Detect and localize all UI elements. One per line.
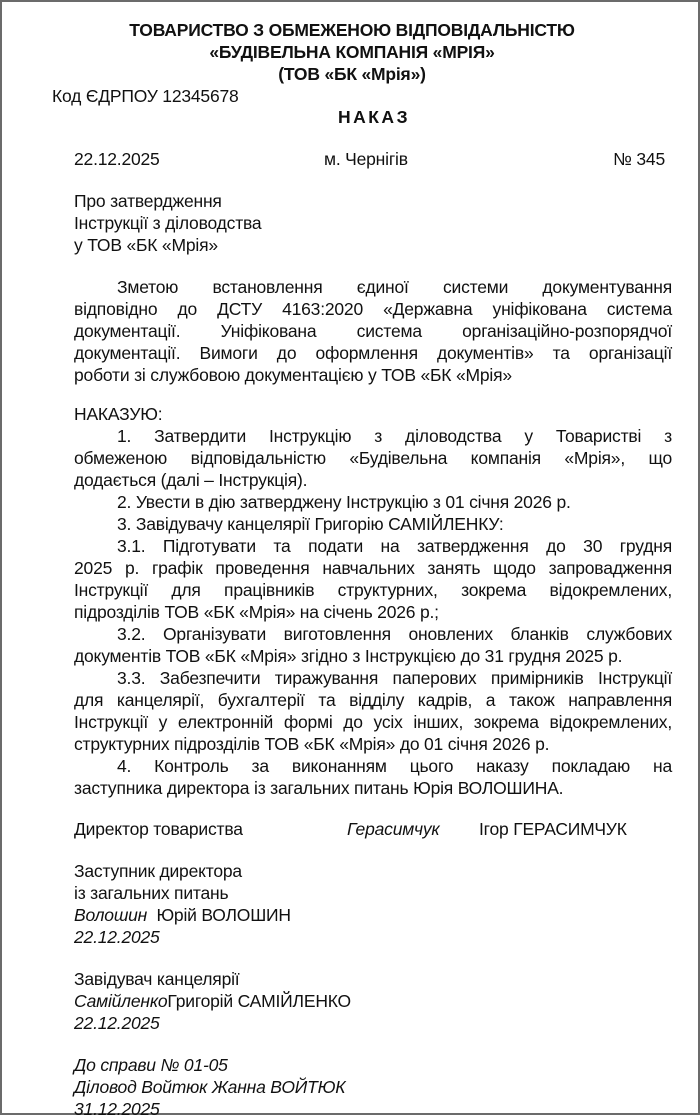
signer-position: Директор товариства xyxy=(74,819,243,839)
approval-date: 22.12.2025 xyxy=(74,1013,160,1033)
approval-date: 22.12.2025 xyxy=(74,927,160,947)
item-3-2-line: 3.2. Організувати виготовлення оновлених бланків службових xyxy=(117,624,672,644)
item-4-line: 4. Контроль за виконанням цього наказу покладаю на xyxy=(117,756,672,776)
signer-name: Ігор ГЕРАСИМЧУК xyxy=(479,819,627,839)
approval-signature: Волошин xyxy=(74,905,148,925)
item-1-line: додається (далі – Інструкція). xyxy=(74,470,308,490)
signer-signature: Герасимчук xyxy=(347,819,440,839)
item-1-line: 1. Затвердити Інструкцію з діловодства у Товаристві з xyxy=(117,426,672,446)
approval-sign-row xyxy=(74,991,351,1012)
subject-line: Про затвердження xyxy=(74,191,222,211)
item-3-2-line: документів ТОВ «БК «Мрія» згідно з Інструкцією до 31 грудня 2025 р. xyxy=(74,646,623,666)
item-3-1-line: підрозділів ТОВ «БК «Мрія» на січень 2026 р.; xyxy=(74,602,439,622)
preamble-line: відповідно до ДСТУ 4163:2020 «Державна уніфікована система xyxy=(74,299,672,319)
item-3-3-line: 3.3. Забезпечити тиражування паперових примірників Інструкції xyxy=(117,668,672,688)
preamble-line: документації. Уніфікована система організаційно-розпорядчої xyxy=(74,321,672,341)
org-name-line2: «БУДІВЕЛЬНА КОМПАНІЯ «МРІЯ» xyxy=(209,42,495,62)
order-word: НАКАЗУЮ: xyxy=(74,404,163,424)
item-3-1-line: 3.1. Підготувати та подати на затвердження до 30 грудня xyxy=(117,536,672,556)
org-short-name: (ТОВ «БК «Мрія») xyxy=(278,64,426,84)
item-3-3-line: структурних підрозділів ТОВ «БК «Мрія» до 01 січня 2026 р. xyxy=(74,734,550,754)
approval-name: Юрій ВОЛОШИН xyxy=(156,905,291,925)
approval-position: із загальних питань xyxy=(74,883,229,903)
item-3-1-line: 2025 р. графік проведення навчальних занять щодо запровадження xyxy=(74,558,672,578)
filing-date: 31.12.2025 xyxy=(74,1099,160,1119)
order-place: м. Чернігів xyxy=(324,149,408,169)
item-1-line: обмеженою відповідальністю «Будівельна компанія «Мрія», що xyxy=(74,448,672,468)
preamble-line: роботи зі службовою документацією у ТОВ «БК «Мрія» xyxy=(74,365,512,385)
filing-clerk: Діловод Войтюк Жанна ВОЙТЮК xyxy=(74,1077,346,1097)
document-type: НАКАЗ xyxy=(337,107,411,127)
preamble-line: документації. Вимоги до оформлення документів» та організації xyxy=(74,343,672,363)
approval-position: Заступник директора xyxy=(74,861,242,881)
approval-name: Григорій САМІЙЛЕНКО xyxy=(167,991,351,1011)
preamble-line: Зметою встановлення єдиної системи документування xyxy=(117,277,672,297)
order-date: 22.12.2025 xyxy=(74,149,160,169)
subject-line: у ТОВ «БК «Мрія» xyxy=(74,235,218,255)
filing-case: До справи № 01-05 xyxy=(74,1055,228,1075)
item-3: 3. Завідувачу канцелярії Григорію САМІЙЛЕНКУ: xyxy=(117,514,504,534)
item-3-1-line: Інструкції для працівників структурних, зокрема відокремлених, xyxy=(74,580,672,600)
approval-position: Завідувач канцелярії xyxy=(74,969,240,989)
item-4-line: заступника директора із загальних питань Юрія ВОЛОШИНА. xyxy=(74,778,564,798)
subject-line: Інструкції з діловодства xyxy=(74,213,262,233)
item-2: 2. Увести в дію затверджену Інструкцію з 01 січня 2026 р. xyxy=(117,492,571,512)
item-3-3-line: для канцелярії, бухгалтерії та відділу кадрів, а також направлення xyxy=(74,690,672,710)
edrpou-code: Код ЄДРПОУ 12345678 xyxy=(52,86,239,106)
item-3-3-line: Інструкції у електронній формі до усіх інших, зокрема відокремлених, xyxy=(74,712,672,732)
org-name-line1: ТОВАРИСТВО З ОБМЕЖЕНОЮ ВІДПОВІДАЛЬНІСТЮ xyxy=(129,20,575,40)
order-number: № 345 xyxy=(613,149,665,169)
approval-sign-row xyxy=(74,905,291,926)
approval-signature: Самійленко xyxy=(74,991,168,1011)
